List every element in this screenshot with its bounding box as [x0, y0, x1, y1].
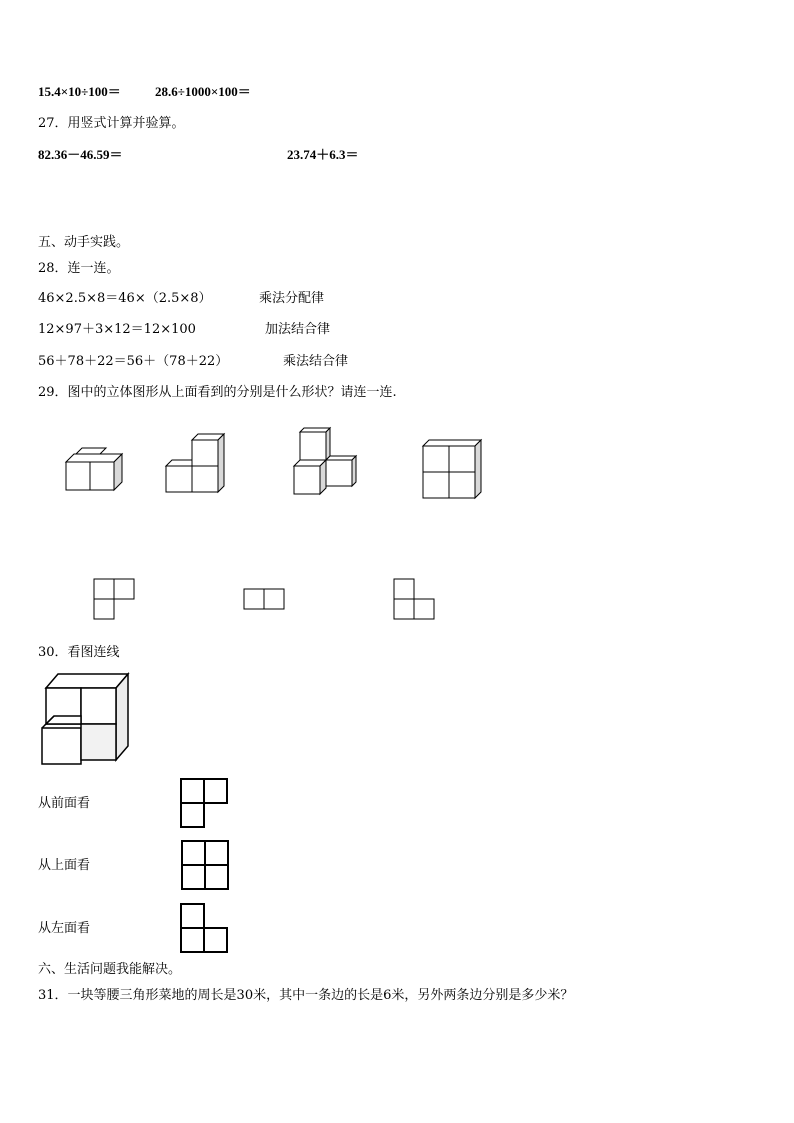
q30-view-diagram-2	[180, 839, 232, 893]
q30-view-diagram-3	[179, 902, 231, 956]
q29-title: 29．图中的立体图形从上面看到的分别是什么形状？请连一连.	[38, 385, 397, 400]
section-6-title: 六、生活问题我能解决。	[38, 962, 182, 977]
q29-view-option-1	[93, 578, 137, 622]
q28-title: 28．连一连。	[38, 261, 120, 276]
q29-view-option-3	[393, 578, 437, 622]
q29-solid-2	[164, 432, 228, 496]
q31-text: 31．一块等腰三角形菜地的周长是30米，其中一条边的长是6米，另外两条边分别是多少米？	[38, 988, 574, 1003]
q28-right-2: 加法结合律	[265, 322, 331, 337]
q27-title: 27．用竖式计算并验算。	[38, 116, 185, 131]
q27-expr-1: 82.36－46.59＝	[38, 147, 123, 162]
q26-expr-2: 28.6÷1000×100＝	[155, 84, 251, 99]
q30-solid	[38, 670, 132, 770]
section-5-title: 五、动手实践。	[38, 235, 130, 250]
q28-right-3: 乘法结合律	[283, 354, 349, 369]
q30-view-label-top: 从上面看	[38, 858, 91, 873]
q28-left-1: 46×2.5×8＝46×（2.5×8）	[38, 291, 212, 306]
q30-view-label-left: 从左面看	[38, 921, 91, 936]
q27-expr-2: 23.74＋6.3＝	[287, 147, 359, 162]
q28-left-2: 12×97＋3×12＝12×100	[38, 322, 196, 337]
q28-right-1: 乘法分配律	[259, 291, 325, 306]
q26-expr-1: 15.4×10÷100＝	[38, 84, 121, 99]
q30-view-diagram-1	[179, 777, 231, 831]
q30-view-label-front: 从前面看	[38, 796, 91, 811]
q29-view-option-2	[243, 588, 287, 612]
q29-solid-4	[419, 438, 485, 502]
q30-title: 30．看图连线	[38, 645, 120, 660]
q28-left-3: 56＋78＋22＝56＋（78＋22）	[38, 354, 229, 369]
q29-solid-3	[290, 426, 362, 498]
q29-solid-1	[62, 446, 128, 494]
